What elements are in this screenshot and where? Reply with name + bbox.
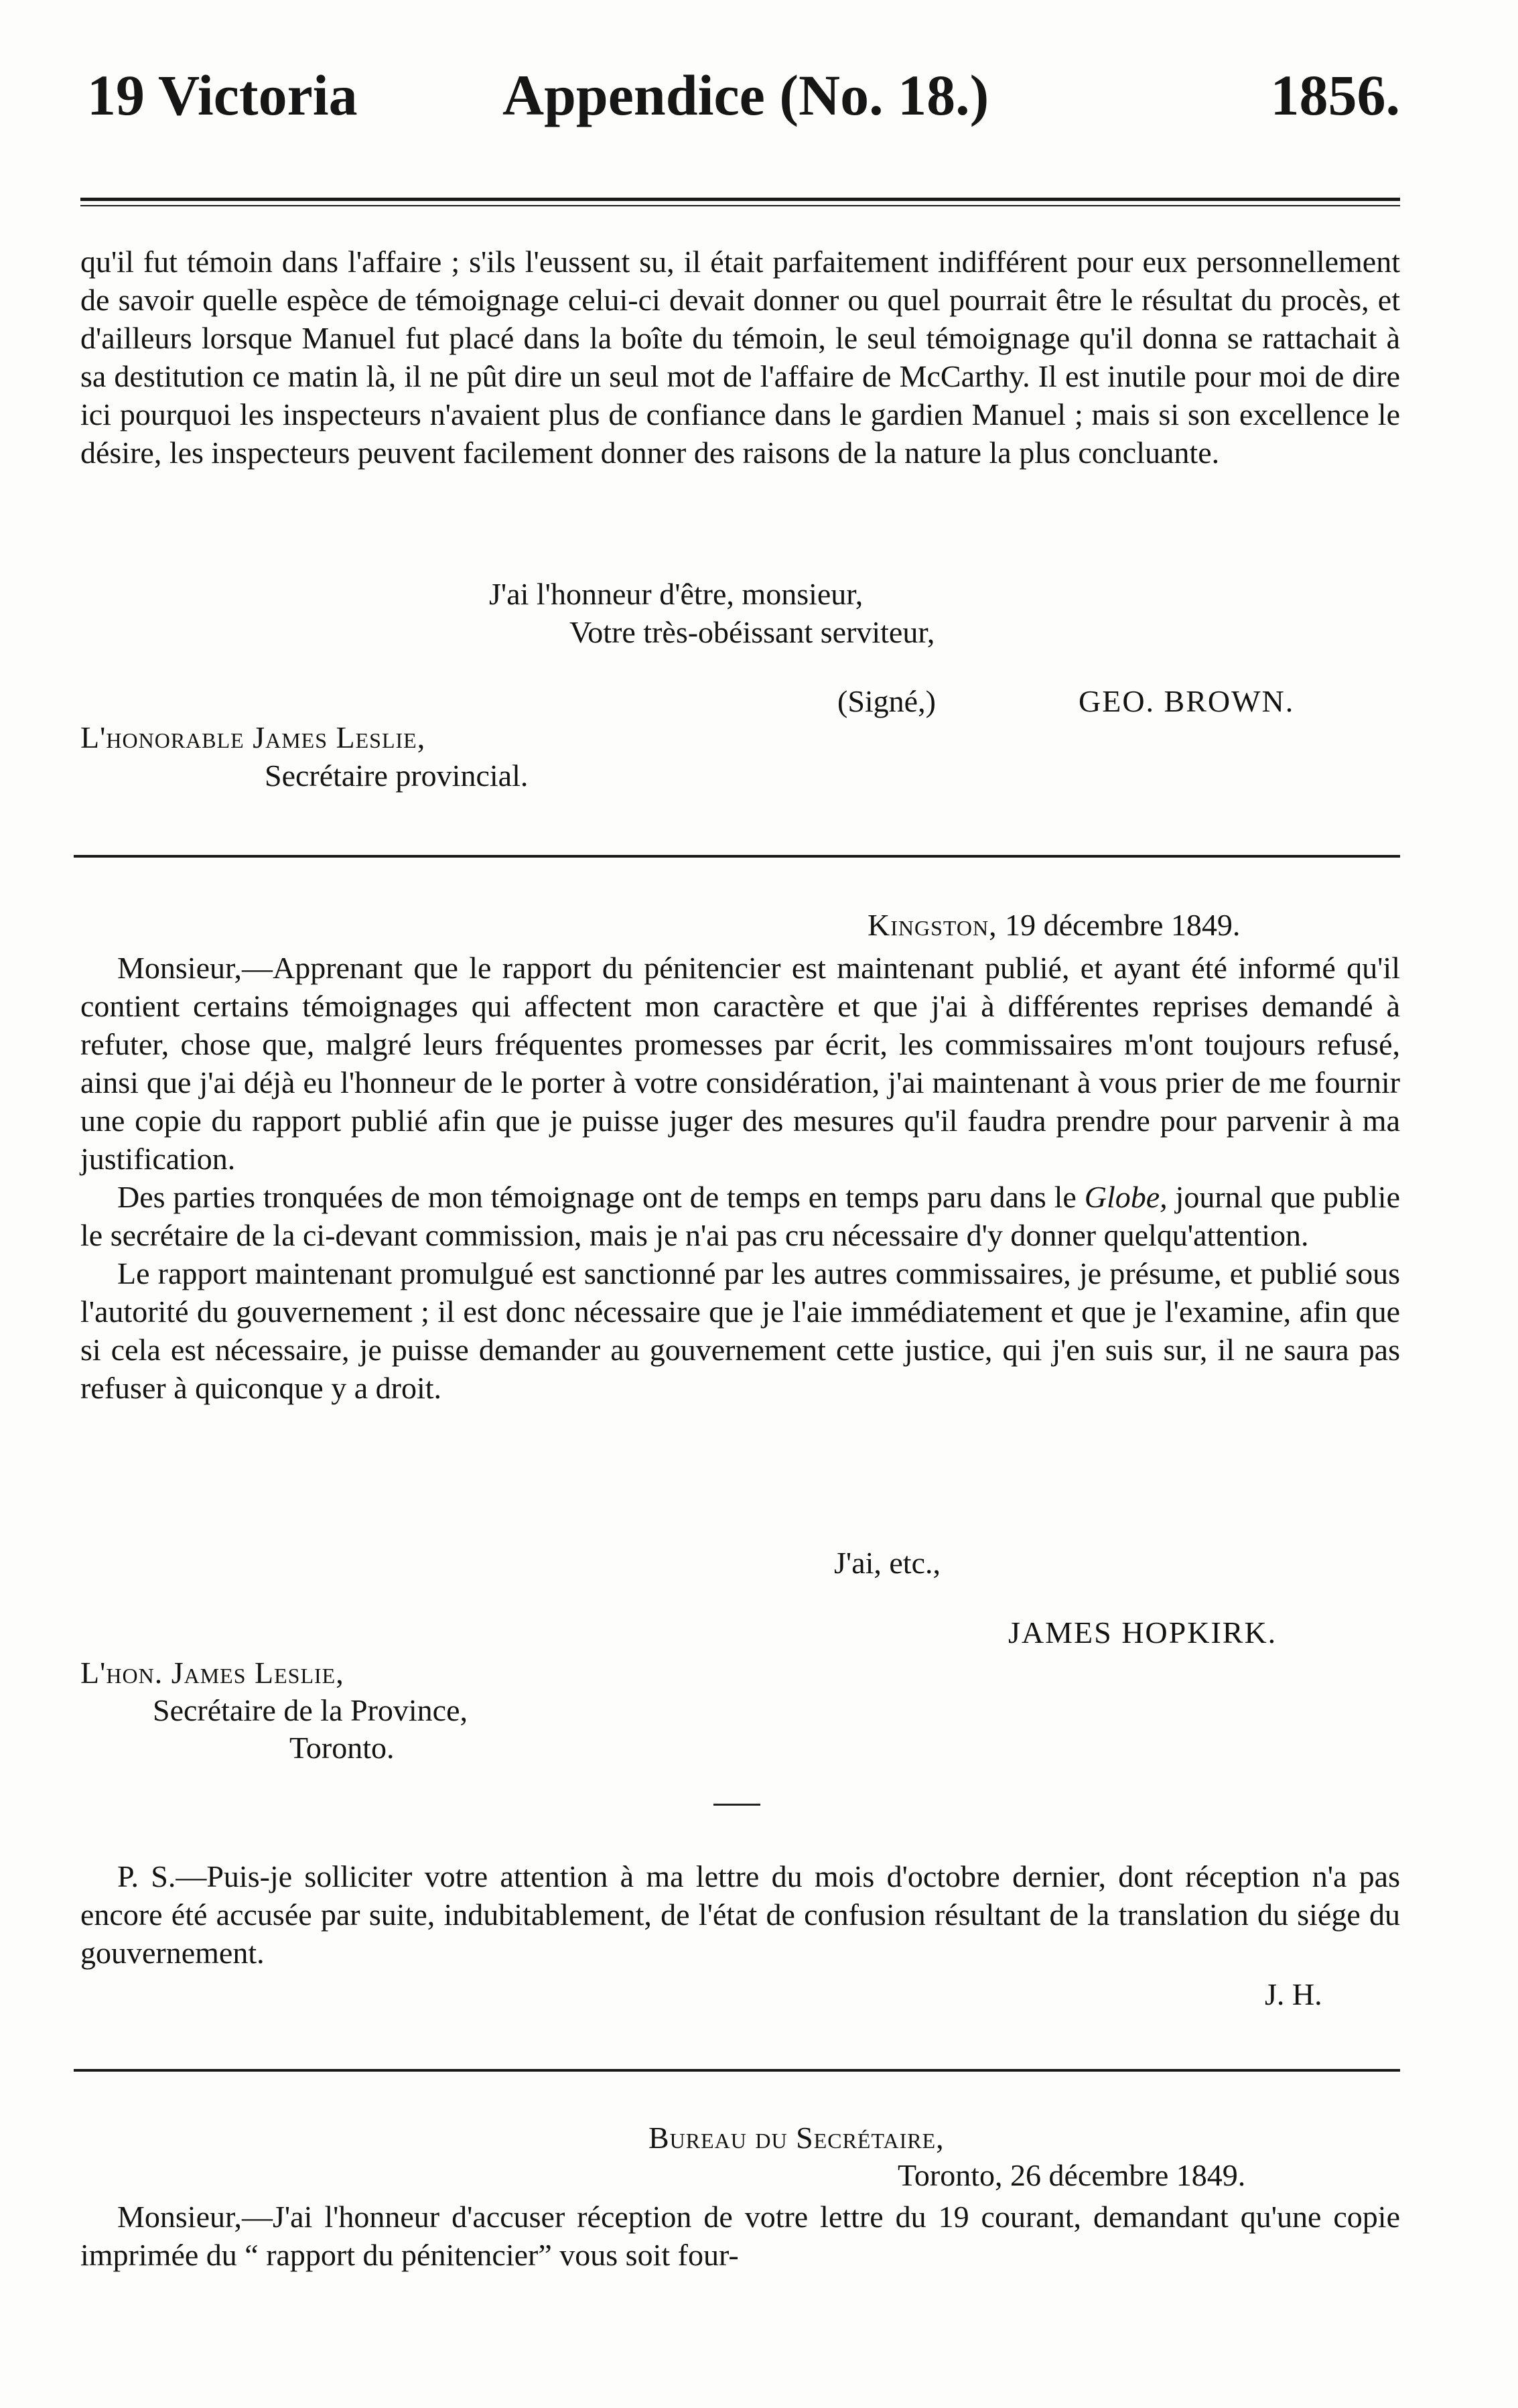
- header-appendix: Appendice (No. 18.): [502, 63, 989, 127]
- header-year: 1856.: [1270, 63, 1400, 127]
- letter2-paragraph-1: Monsieur,—Apprenant que le rapport du pénitencier est maintenant publié, et ayant été informé qu'il contient certains témoignages qui affectent mon caractère et que j'ai à différentes reprises demandé à refuter, chose que, malgré leurs fréquentes promesses par écrit, les commissaires m'ont toujours refusé, ainsi que j'ai déjà eu l'honneur de le porter à votre considération, j'ai maintenant à vous prier de me fournir une copie du rapport publié afin que je puisse juger des mesures qu'il faudra prendre pour parvenir à ma justification.: [80, 951, 1400, 1176]
- letter2-paragraph-2-end: journal que publie le secrétaire de la ci-devant commission, mais je n'ai pas cru nécessaire d'y donner quelqu'attention.: [80, 1180, 1400, 1252]
- postscript-initials: J. H.: [1265, 1977, 1322, 2011]
- header-session: 19 Victoria: [87, 63, 358, 127]
- letter3-office: Bureau du Secrétaire,: [648, 2121, 945, 2155]
- section-divider-2: [74, 2069, 1400, 2072]
- letter3-date: Toronto, 26 décembre 1849.: [898, 2158, 1246, 2192]
- globe-newspaper-title: Globe,: [1084, 1180, 1168, 1214]
- letter2-signature: JAMES HOPKIRK.: [1008, 1615, 1278, 1650]
- section-divider: [74, 855, 1400, 858]
- letter2-dateline: [868, 906, 1240, 944]
- letter2-place: Kingston,: [868, 908, 997, 942]
- letter2-addressee: L'hon. James Leslie,: [80, 1656, 344, 1690]
- letter2-addressee-city: Toronto.: [289, 1731, 395, 1765]
- letter1-closing-2: Votre très-obéissant serviteur,: [569, 615, 935, 649]
- letter1-body: [80, 243, 1400, 472]
- letter1-signed-label: (Signé,): [837, 684, 936, 718]
- letter2-paragraph-3: Le rapport maintenant promulgué est sanctionné par les autres commissaires, je présume, et publié sous l'autorité du gouvernement ; il est donc nécessaire que je l'aie immédiatement et que je l'examine, afin que si cela est nécessaire, je puisse demander au gouvernement cette justice, qui j'en suis sur, il ne saura pas refuser à quiconque y a droit.: [80, 1256, 1400, 1405]
- letter1-addressee-title: Secrétaire provincial.: [265, 758, 529, 793]
- letter2-body: [80, 949, 1400, 1407]
- letter2-addressee-title: Secrétaire de la Province,: [153, 1693, 468, 1727]
- letter1-paragraph: qu'il fut témoin dans l'affaire ; s'ils l'eussent su, il était parfaitement indifférent pour eux personnellement de savoir quelle espèce de témoignage celui-ci devait donner ou quel pourrait être le résultat du procès, et d'ailleurs lorsque Manuel fut placé dans la boîte du témoin, le seul témoignage qu'il donna se rattachait à sa destitution ce matin là, il ne pût dire un seul mot de l'affaire de McCarthy. Il est inutile pour moi de dire ici pourquoi les inspecteurs n'avaient plus de confiance dans le gardien Manuel ; mais si son excellence le désire, les inspecteurs peuvent facilement donner des raisons de la nature la plus concluante.: [80, 245, 1400, 470]
- letter1-signature: GEO. BROWN.: [1079, 684, 1295, 718]
- letter2-closing: J'ai, etc.,: [834, 1546, 941, 1580]
- letter3-body: [80, 2198, 1400, 2274]
- short-divider: [713, 1804, 760, 1806]
- letter2-paragraph-2: [80, 1178, 1400, 1254]
- header-rule-thick: [80, 198, 1400, 201]
- letter1-closing-1: J'ai l'honneur d'être, monsieur,: [489, 577, 864, 611]
- letter2-postscript: [80, 1857, 1400, 1972]
- postscript-paragraph: P. S.—Puis-je solliciter votre attention à ma lettre du mois d'octobre dernier, dont réception n'a pas encore été accusée par suite, indubitablement, de l'état de confusion résultant de la translation du siége du gouvernement.: [80, 1859, 1400, 1970]
- header-rule-thin: [80, 205, 1400, 206]
- letter1-addressee: L'honorable James Leslie,: [80, 720, 426, 754]
- running-header: [87, 62, 1400, 135]
- letter3-paragraph-1: Monsieur,—J'ai l'honneur d'accuser réception de votre lettre du 19 courant, demandant qu'une copie imprimée du “ rapport du pénitencier” vous soit four-: [80, 2200, 1400, 2272]
- letter2-paragraph-2-start: Des parties tronquées de mon témoignage ont de temps en temps paru dans le: [117, 1180, 1085, 1214]
- letter2-date: 19 décembre 1849.: [1005, 908, 1241, 942]
